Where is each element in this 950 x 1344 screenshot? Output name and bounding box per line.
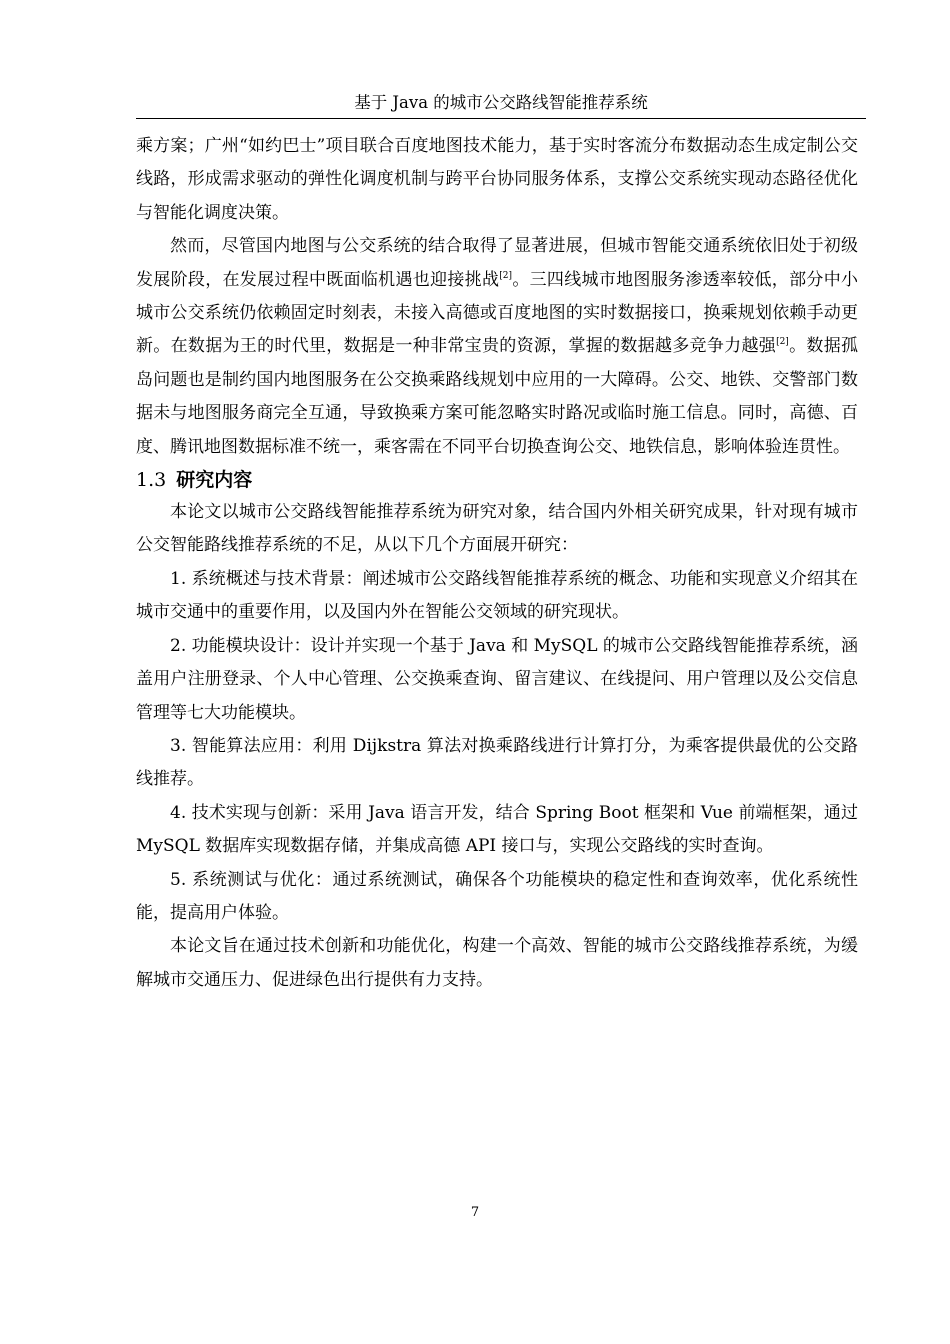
paragraph-conclusion: 本论文旨在通过技术创新和功能优化，构建一个高效、智能的城市公交路线推荐系统，为缓解城市交通压力、促进绿色出行提供有力支持。	[136, 936, 858, 990]
page-number: 7	[470, 1205, 480, 1220]
section-heading	[136, 464, 858, 496]
page-body	[136, 130, 858, 997]
list-item-1: 1. 系统概述与技术背景：阐述城市公交路线智能推荐系统的概念、功能和实现意义介绍其在城市交通中的重要作用，以及国内外在智能公交领域的研究现状。	[136, 568, 858, 623]
paragraph-intro: 本论文以城市公交路线智能推荐系统为研究对象，结合国内外相关研究成果，针对现有城市公交智能路线推荐系统的不足，从以下几个方面展开研究：	[136, 502, 858, 556]
paragraph-challenges-part-2: 。三四线城市地图服务渗透率较低，部分中小城市公交系统仍依赖固定时刻表，未接入高德或百度地图的实时数据接口，换乘规划依赖手动更新。在数据为王的时代里，数据是一种非常宝贵的资源，掌握的数据越多竞争力越强	[136, 269, 859, 357]
section-number: 1.3	[136, 469, 167, 492]
paragraph-challenges-part-3: 。数据孤岛问题也是制约国内地图服务在公交换乘路线规划中应用的一大障碍。公交、地铁、交警部门数据未与地图服务商完全互通，导致换乘方案可能忽略实时路况或临时施工信息。同时，高德、百度、腾讯地图数据标准不统一，乘客需在不同平台切换查询公交、地铁信息，影响体验连贯性。	[136, 336, 859, 457]
list-item-3: 3. 智能算法应用：利用 Dijkstra 算法对换乘路线进行计算打分，为乘客提供最优的公交路线推荐。	[136, 735, 858, 790]
paragraph-continuation: 乘方案；广州“如约巴士”项目联合百度地图技术能力，基于实时客流分布数据动态生成定制公交线路，形成需求驱动的弹性化调度机制与跨平台协同服务体系，支撑公交系统实现动态路径优化与智能化调度决策。	[136, 136, 858, 223]
list-item-2: 2. 功能模块设计：设计并实现一个基于 Java 和 MySQL 的城市公交路线智能推荐系统，涵盖用户注册登录、个人中心管理、公交换乘查询、留言建议、在线提问、用户管理以及公交信息管理等七大功能模块。	[136, 635, 858, 723]
running-header	[136, 92, 866, 119]
list-item-4: 4. 技术实现与创新：采用 Java 语言开发，结合 Spring Boot 框架和 Vue 前端框架，通过 MySQL 数据库实现数据存储，并集成高德 API 接口与，实现公交路线的实时查询。	[136, 802, 858, 857]
paragraph-challenges	[136, 230, 858, 464]
citation-ref: [2]	[499, 270, 513, 281]
running-header-title: 基于 Java 的城市公交路线智能推荐系统	[354, 93, 648, 112]
list-item-5: 5. 系统测试与优化：通过系统测试，确保各个功能模块的稳定性和查询效率，优化系统性能，提高用户体验。	[136, 869, 858, 923]
paragraph-challenges-part-1: 然而，尽管国内地图与公交系统的结合取得了显著进展，但城市智能交通系统依旧处于初级发展阶段，在发展过程中既面临机遇也迎接挑战	[136, 236, 858, 290]
section-title: 研究内容	[176, 469, 253, 492]
citation-ref: [2]	[776, 337, 789, 348]
